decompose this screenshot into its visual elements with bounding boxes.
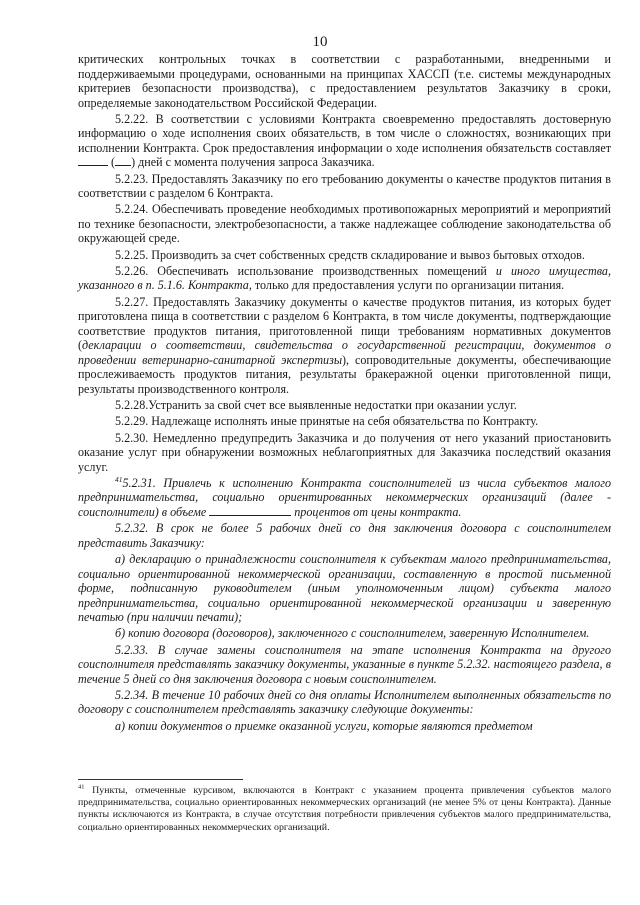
- clause-5-2-34-a: а) копии документов о приемке оказанной услуги, которые являются предметом: [115, 718, 533, 733]
- clause-5-2-23: 5.2.23. Предоставлять Заказчику по его требованию документы о качестве продуктов питания в соответствии с разделом 6 Контракта.: [78, 171, 611, 201]
- page-number: 10: [312, 34, 328, 50]
- clause-5-2-32-b: б) копию договора (договоров), заключенного с соисполнителем, заверенную Исполнителем.: [115, 626, 590, 641]
- clause-5-2-34: 5.2.34. В течение 10 рабочих дней со дня оплаты Исполнителем выполненных обязательств по договору с соисполнителем представлять заказчику следующие документы:: [78, 687, 611, 717]
- clause-5-2-27-italic: декларации о соответствии, свидетельства о государственной регистрации, документов о проведении ветеринарно-санитарной экспертизы: [78, 338, 611, 367]
- blank-days-number: [78, 155, 108, 166]
- clause-5-2-26-text: 5.2.26. Обеспечивать использование производственных помещений: [115, 263, 487, 278]
- clause-5-2-26: [78, 264, 611, 293]
- clause-5-2-26-italic: и иного имущества, указанного в п. 5.1.6. Контракта,: [78, 263, 612, 293]
- clause-5-2-25: 5.2.25. Производить за счет собственных средств складирование и вывоз бытовых отходов.: [115, 247, 585, 262]
- clause-5-2-22-tail: ) дней с момента получения запроса Заказчика.: [131, 155, 375, 170]
- blank-percent: [209, 505, 291, 516]
- footnote-marker: 41: [78, 783, 85, 791]
- clause-5-2-28: 5.2.28.Устранить за свой счет все выявленные недостатки при оказании услуг.: [115, 398, 517, 413]
- clause-5-2-33: 5.2.33. В случае замены соисполнителя на этапе исполнения Контракта на другого соисполнителя представлять заказчику документы, указанные в пункте 5.2.32. настоящего раздела, в течение 5 дней со дня заключения договора с новым соисполнителем.: [78, 642, 611, 686]
- clause-5-2-22-paren: (: [111, 155, 116, 170]
- paragraph-continuation: критических контрольных точках в соответствии с разработанными, внедренными и поддерживаемыми процедурами, основанными на принципах ХАССП (т.е. системы международных критериев безопасности производства), с предоставлением результатов Заказчику в сроки, определяемые законодательством Российской Федерации.: [78, 52, 611, 110]
- clause-5-2-32-a: а) декларацию о принадлежности соисполнителя к субъектам малого предпринимательства, социально ориентированной некоммерческой организации, составленную в простой письменной форме, подписанную руководителем (иным уполномоченным лицом) субъекта малого предпринимательства, социально ориентированной некоммерческой организации и заверенную печатью (при наличии печати);: [78, 552, 611, 625]
- clause-5-2-31-tail: процентов от цены контракта.: [294, 504, 462, 519]
- clause-5-2-31: [78, 476, 611, 520]
- clause-5-2-30: 5.2.30. Немедленно предупредить Заказчика и до получения от него указаний приостановить оказание услуг при обнаружении возможных неблагоприятных для Заказчика последствий оказания услуг.: [78, 430, 611, 474]
- clause-5-2-27-text: 5.2.27. Предоставлять Заказчику документы о качестве продуктов питания, из которых будет приготовлена пища в соответствии с разделом 6 Контракта, в том числе документы, подтверждающие соответствие продуктов питания, приготовленной пищи требованиям нормативных документов (: [78, 294, 611, 353]
- clause-5-2-22: [78, 112, 611, 170]
- clause-5-2-26-tail: только для предоставления услуги по организации питания.: [254, 278, 565, 293]
- clause-5-2-29: 5.2.29. Надлежаще исполнять иные принятые на себя обязательства по Контракту.: [115, 414, 539, 429]
- clause-5-2-24: 5.2.24. Обеспечивать проведение необходимых противопожарных мероприятий и мероприятий по технике безопасности, электробезопасности, а также надлежащее соблюдение законодательства об окружающей среде.: [78, 202, 611, 246]
- clause-5-2-22-text: 5.2.22. В соответствии с условиями Контракта своевременно предоставлять достоверную информацию о ходе исполнения своих обязательств, в том числе о сложностях, возникающих при исполнении Контракта. Срок предоставления информации о ходе исполнения обязательств составляет: [78, 111, 611, 155]
- clause-5-2-31-text: 5.2.31. Привлечь к исполнению Контракта соисполнителей из числа субъектов малого предпринимательства, социально ориентированных некоммерческих организаций (далее - соисполнители) в объеме: [78, 475, 611, 519]
- footnote-ref: 41: [115, 474, 123, 484]
- document-body: [78, 52, 611, 735]
- clause-5-2-27: [78, 295, 611, 397]
- footnote: [78, 785, 611, 834]
- footnote-divider: [78, 779, 243, 780]
- clause-5-2-27-tail: ), сопроводительные документы, обеспечивающие прослеживаемость продуктов питания, результаты бракеражной оценки приготовленной пищи, результаты производственного контроля.: [78, 352, 612, 396]
- clause-5-2-32: 5.2.32. В срок не более 5 рабочих дней со дня заключения договора с соисполнителем представить Заказчику:: [78, 521, 611, 550]
- blank-days-words: [115, 155, 131, 166]
- footnote-text: Пункты, отмеченные курсивом, включаются в Контракт с указанием процента привлечения субъектов малого предпринимательства, социально ориентированных некоммерческих организаций (не менее 5% от цены Контракта). Данные пункты исключаются из Контракта, в случае отсутствия потребности привлечения субъектов малого предпринимательства, социально ориентированных некоммерческих организаций.: [78, 785, 612, 833]
